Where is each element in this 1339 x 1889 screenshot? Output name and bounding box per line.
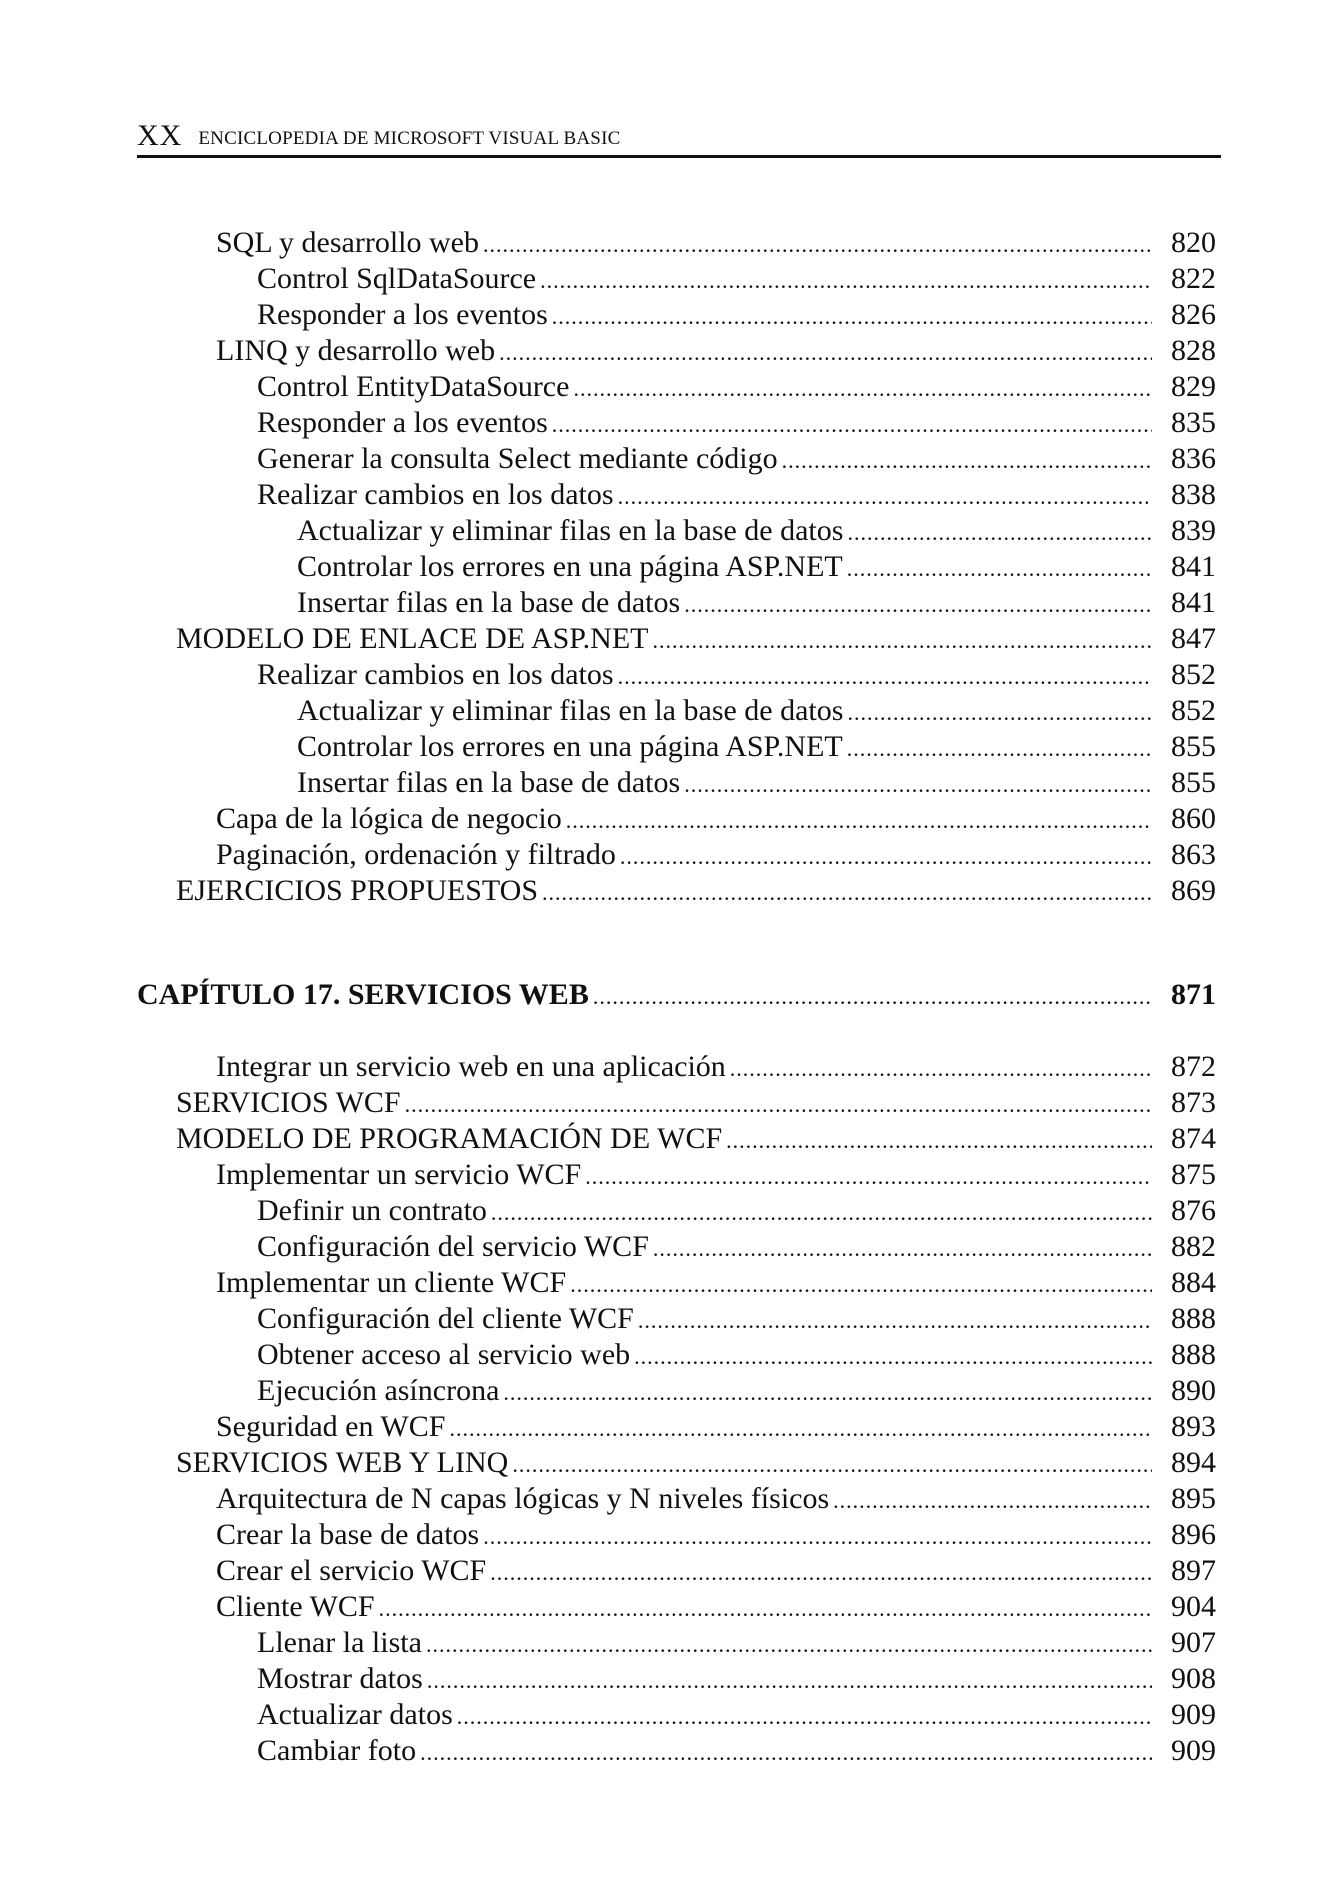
book-title: ENCICLOPEDIA DE MICROSOFT VISUAL BASIC [198, 128, 621, 149]
toc-dot-leader [570, 1267, 1152, 1303]
toc-entry-page: 841 [1171, 586, 1216, 619]
toc-entry[interactable] [216, 1409, 1216, 1445]
toc-dot-leader [618, 659, 1152, 695]
toc-dot-leader [573, 371, 1152, 407]
toc-entry-title: Actualizar y eliminar filas en la base de datos [297, 514, 844, 547]
toc-entry-page: 820 [1171, 226, 1216, 259]
toc-entry-title: Cambiar foto [257, 1734, 417, 1767]
toc-entry[interactable] [176, 621, 1216, 657]
page-number: XX [137, 119, 183, 152]
chapter-heading[interactable] [137, 977, 1216, 1013]
toc-dot-leader [684, 587, 1152, 623]
toc-entry[interactable] [297, 513, 1216, 549]
toc-entry-page: 838 [1171, 478, 1216, 511]
toc-entry-page: 909 [1171, 1698, 1216, 1731]
toc-entry-page: 852 [1171, 658, 1216, 691]
toc-entry-title: Cliente WCF [216, 1590, 375, 1623]
toc-entry[interactable] [257, 261, 1216, 297]
toc-dot-leader [653, 623, 1153, 659]
toc-entry[interactable] [216, 333, 1216, 369]
toc-dot-leader [847, 515, 1152, 551]
toc-entry[interactable] [216, 1049, 1216, 1085]
toc-entry-page: 896 [1171, 1518, 1216, 1551]
toc-entry-page: 841 [1171, 550, 1216, 583]
toc-entry-page: 874 [1171, 1122, 1216, 1155]
toc-entry-title: Definir un contrato [257, 1194, 487, 1227]
toc-entry-page: 872 [1171, 1050, 1216, 1083]
toc-dot-leader [684, 767, 1152, 803]
toc-entry[interactable] [216, 1157, 1216, 1193]
toc-entry-title: MODELO DE PROGRAMACIÓN DE WCF [176, 1122, 723, 1155]
toc-entry[interactable] [257, 1697, 1216, 1733]
toc-entry-title: EJERCICIOS PROPUESTOS [176, 874, 539, 907]
toc-entry[interactable] [257, 1373, 1216, 1409]
chapter-page: 871 [1171, 978, 1216, 1011]
toc-entry-title: Realizar cambios en los datos [257, 478, 614, 511]
toc-dot-leader [379, 1591, 1152, 1627]
toc-entry-title: Controlar los errores en una página ASP.NET [297, 730, 843, 763]
toc-entry[interactable] [257, 657, 1216, 693]
toc-entry[interactable] [257, 405, 1216, 441]
toc-entry-page: 863 [1171, 838, 1216, 871]
toc-entry-title: SQL y desarrollo web [216, 226, 479, 259]
toc-entry[interactable] [176, 873, 1216, 909]
toc-dot-leader [653, 1231, 1152, 1267]
toc-entry-title: Capa de la lógica de negocio [216, 802, 562, 835]
toc-entry[interactable] [257, 1733, 1216, 1769]
toc-entry-page: 904 [1171, 1590, 1216, 1623]
toc-entry-title: Integrar un servicio web en una aplicación [216, 1050, 726, 1083]
toc-dot-leader [782, 443, 1152, 479]
toc-entry[interactable] [257, 1301, 1216, 1337]
toc-entry-page: 839 [1171, 514, 1216, 547]
toc-entry[interactable] [297, 765, 1216, 801]
toc-dot-leader [552, 407, 1152, 443]
toc-entry-page: 884 [1171, 1266, 1216, 1299]
toc-entry-title: Insertar filas en la base de datos [297, 766, 681, 799]
toc-entry-title: SERVICIOS WCF [176, 1086, 401, 1119]
toc-entry-page: 888 [1171, 1302, 1216, 1335]
toc-entry-title: Implementar un cliente WCF [216, 1266, 567, 1299]
toc-entry-page: 828 [1171, 334, 1216, 367]
toc-dot-leader [491, 1195, 1152, 1231]
toc-entry-title: Crear la base de datos [216, 1518, 480, 1551]
toc-entry[interactable] [216, 801, 1216, 837]
toc-entry-page: 860 [1171, 802, 1216, 835]
toc-entry[interactable] [216, 837, 1216, 873]
toc-entry-title: Obtener acceso al servicio web [257, 1338, 631, 1371]
toc-entry-page: 836 [1171, 442, 1216, 475]
toc-dot-leader [457, 1699, 1152, 1735]
toc-dot-leader [420, 1735, 1152, 1771]
toc-dot-leader [847, 731, 1152, 767]
toc-entry-title: Responder a los eventos [257, 298, 548, 331]
toc-entry-title: Control EntityDataSource [257, 370, 570, 403]
toc-dot-leader [634, 1339, 1152, 1375]
toc-entry-page: 895 [1171, 1482, 1216, 1515]
toc-entry-page: 829 [1171, 370, 1216, 403]
toc-entry-page: 897 [1171, 1554, 1216, 1587]
toc-entry-page: 852 [1171, 694, 1216, 727]
toc-dot-leader [512, 1447, 1152, 1483]
toc-entry-page: 855 [1171, 766, 1216, 799]
toc-entry-page: 893 [1171, 1410, 1216, 1443]
toc-entry[interactable] [216, 1265, 1216, 1301]
toc-entry-title: Insertar filas en la base de datos [297, 586, 681, 619]
toc-dot-leader [490, 1555, 1152, 1591]
toc-entry-title: Crear el servicio WCF [216, 1554, 487, 1587]
toc-entry[interactable] [176, 1085, 1216, 1121]
toc-entry[interactable] [297, 585, 1216, 621]
toc-entry[interactable] [257, 1625, 1216, 1661]
toc-dot-leader [483, 227, 1152, 263]
toc-entry-page: 822 [1171, 262, 1216, 295]
toc-entry-page: 907 [1171, 1626, 1216, 1659]
toc-dot-leader [593, 979, 1152, 1015]
toc-entry-title: SERVICIOS WEB Y LINQ [176, 1446, 509, 1479]
toc-entry-page: 888 [1171, 1338, 1216, 1371]
toc-entry-page: 873 [1171, 1086, 1216, 1119]
toc-entry[interactable] [297, 729, 1216, 765]
toc-entry-title: Seguridad en WCF [216, 1410, 446, 1443]
toc-dot-leader [726, 1123, 1152, 1159]
toc-entry[interactable] [176, 1121, 1216, 1157]
toc-dot-leader [618, 479, 1152, 515]
toc-dot-leader [638, 1303, 1152, 1339]
toc-entry-page: 847 [1171, 622, 1216, 655]
toc-dot-leader [552, 299, 1152, 335]
toc-dot-leader [542, 875, 1152, 911]
toc-entry[interactable] [297, 693, 1216, 729]
toc-entry-title: Actualizar y eliminar filas en la base de datos [297, 694, 844, 727]
toc-entry[interactable] [297, 549, 1216, 585]
toc-entry[interactable] [216, 1481, 1216, 1517]
toc-entry[interactable] [216, 1589, 1216, 1625]
toc-entry-page: 869 [1171, 874, 1216, 907]
toc-entry-title: Configuración del cliente WCF [257, 1302, 634, 1335]
toc-dot-leader [566, 803, 1152, 839]
toc-entry[interactable] [257, 1229, 1216, 1265]
toc-dot-leader [730, 1051, 1152, 1087]
toc-entry-title: Responder a los eventos [257, 406, 548, 439]
toc-entry-page: 890 [1171, 1374, 1216, 1407]
toc-entry-title: Controlar los errores en una página ASP.NET [297, 550, 843, 583]
toc-dot-leader [847, 551, 1152, 587]
toc-dot-leader [499, 335, 1152, 371]
toc-entry[interactable] [216, 1517, 1216, 1553]
toc-entry[interactable] [216, 225, 1216, 261]
toc-entry-page: 909 [1171, 1734, 1216, 1767]
toc-entry-page: 855 [1171, 730, 1216, 763]
toc-entry[interactable] [257, 1337, 1216, 1373]
toc-entry-title: Generar la consulta Select mediante código [257, 442, 778, 475]
toc-dot-leader [405, 1087, 1152, 1123]
toc-entry[interactable] [257, 1661, 1216, 1697]
toc-entry-page: 835 [1171, 406, 1216, 439]
toc-dot-leader [620, 839, 1152, 875]
toc-entry[interactable] [257, 477, 1216, 513]
toc-entry-page: 826 [1171, 298, 1216, 331]
toc-entry-title: Configuración del servicio WCF [257, 1230, 649, 1263]
toc-entry-title: Actualizar datos [257, 1698, 453, 1731]
toc-entry[interactable] [257, 369, 1216, 405]
toc-dot-leader [847, 695, 1152, 731]
toc-entry[interactable] [257, 1193, 1216, 1229]
toc-dot-leader [427, 1663, 1152, 1699]
toc-entry-title: Ejecución asíncrona [257, 1374, 500, 1407]
toc-entry-title: Paginación, ordenación y filtrado [216, 838, 616, 871]
toc-dot-leader [483, 1519, 1152, 1555]
toc-entry-page: 882 [1171, 1230, 1216, 1263]
toc-entry-title: Llenar la lista [257, 1626, 422, 1659]
chapter-title: CAPÍTULO 17. SERVICIOS WEB [137, 978, 589, 1011]
toc-entry-title: Implementar un servicio WCF [216, 1158, 582, 1191]
toc-entry-title: Arquitectura de N capas lógicas y N niveles físicos [216, 1482, 830, 1515]
toc-dot-leader [503, 1375, 1152, 1411]
toc-entry-page: 908 [1171, 1662, 1216, 1695]
toc-entry[interactable] [176, 1445, 1216, 1481]
toc-entry-title: LINQ y desarrollo web [216, 334, 496, 367]
toc-entry-page: 875 [1171, 1158, 1216, 1191]
toc-entry-page: 876 [1171, 1194, 1216, 1227]
toc-dot-leader [833, 1483, 1152, 1519]
toc-entry-title: Realizar cambios en los datos [257, 658, 614, 691]
toc-entry[interactable] [257, 297, 1216, 333]
toc-entry-title: MODELO DE ENLACE DE ASP.NET [176, 622, 649, 655]
toc-entry[interactable] [257, 441, 1216, 477]
toc-dot-leader [540, 263, 1152, 299]
toc-dot-leader [449, 1411, 1152, 1447]
toc-dot-leader [426, 1627, 1152, 1663]
toc-entry[interactable] [216, 1553, 1216, 1589]
toc-entry-page: 894 [1171, 1446, 1216, 1479]
toc-entry-title: Mostrar datos [257, 1662, 423, 1695]
toc-entry-title: Control SqlDataSource [257, 262, 537, 295]
toc-dot-leader [585, 1159, 1152, 1195]
